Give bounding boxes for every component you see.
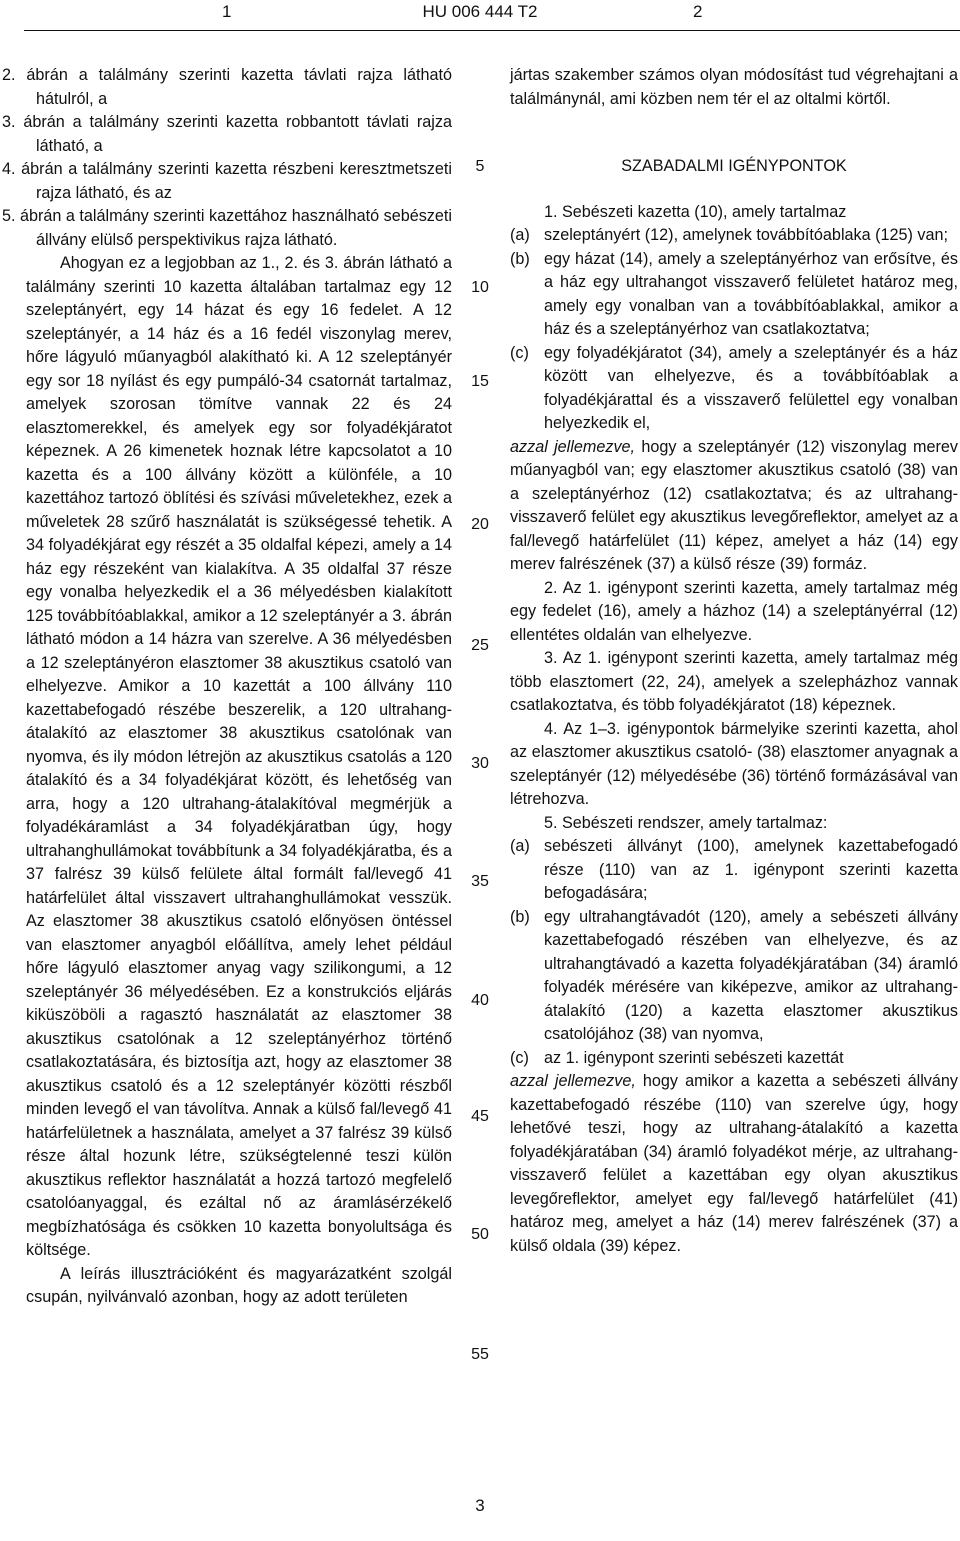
claim-characterizing-part — [510, 436, 958, 577]
description-continuation: jártas szakember számos olyan módosítást tud végrehajtani a találmánynál, ami közben nem tér el az oltalmi körtől. — [510, 66, 958, 108]
line-number: 40 — [471, 992, 489, 1009]
claim-item-label: (b) — [510, 249, 530, 268]
claim-item — [510, 906, 958, 1047]
claim-item-text: az 1. igénypont szerinti sebészeti kazettát — [544, 1048, 844, 1067]
claim-item-text: szeleptányért (12), amelynek továbbítóablaka (125) van; — [544, 226, 949, 244]
figure-description: 5. ábrán a találmány szerinti kazettához használható sebészeti állvány elülső perspektivikus rajza látható. — [2, 207, 452, 249]
claims-heading: SZABADALMI IGÉNYPONTOK — [621, 157, 847, 175]
claim-4: 4. Az 1–3. igénypontok bármelyike szerinti kazetta, ahol az elasztomer akusztikus csatoló- (38) elasztomer anyagnak a szeleptányér (12) mélyedésébe (36) történő formázásával van létrehozva. — [510, 719, 958, 808]
figure-description: 4. ábrán a találmány szerinti kazetta részbeni keresztmetszeti rajza látható, és az — [2, 160, 452, 202]
patent-number: HU 006 444 T2 — [422, 2, 538, 21]
characterizing-text: hogy a szeleptányér (12) viszonylag merev műanyagból van; egy elasztomer akusztikus csatoló (38) van a szeleptányérhoz (12) csatlakoztatva; és az ultrahang-visszaverő felület egy akusztikus levegőreflektor, amelyet az a fal/levegő határfelület (11) képez, amelyet a ház (14) egy merev falrészének (37) a külső része (39) formáz. — [510, 437, 958, 573]
claim-item-label: (a) — [510, 226, 530, 244]
description-paragraph: A leírás illusztrációként és magyarázatként szolgál csupán, nyilvánvaló azonban, hogy az adott területen — [26, 1264, 452, 1306]
claim-item — [510, 1047, 958, 1071]
claim-item-text: egy folyadékjáratot (34), amely a szeleptányér és a ház között van elhelyezve, és a továbbítóablak a folyadékjárattal és a visszaverő felülettel egy vonalban helyezkedik el, — [544, 343, 958, 432]
line-number: 10 — [471, 279, 489, 296]
line-number: 15 — [471, 373, 489, 390]
line-number: 55 — [471, 1346, 489, 1363]
figure-description: 3. ábrán a találmány szerinti kazetta robbantott távlati rajza látható, a — [2, 113, 452, 155]
claim-3: 3. Az 1. igénypont szerinti kazetta, amely tartalmaz még több elasztomert (22, 24), amelyek a szelepházhoz vannak csatlakoztatva, és több folyadékjáratot (18) képeznek. — [510, 649, 958, 714]
line-number: 35 — [471, 873, 489, 890]
claim-item-label: (b) — [510, 907, 530, 926]
claim-item-text: sebészeti állványt (100), amelynek kazettabefogadó része (110) van az 1. igénypont szerinti kazetta befogadására; — [544, 837, 958, 902]
claim-item — [510, 248, 958, 342]
line-number: 50 — [471, 1226, 489, 1243]
description-paragraph: Ahogyan ez a legjobban az 1., 2. és 3. ábrán látható a találmány szerinti 10 kazetta általában tartalmaz egy 12 szeleptányért, egy 14 házat és egy 16 fedelet. A 12 szeleptányér, a 14 ház és a 16 fedél viszonylag merev, hőre lágyuló műanyagból alakítható ki. A 12 szeleptányér egy sor 18 nyílást és egy pumpáló-34 csatornát tartalmaz, amelyek szorosan tömítve vannak 22 és 24 elasztomerekkel, és amelyek egy sor folyadékjáratot képeznek. A 26 kimenetek hoznak létre kapcsolatot a 10 kazetta és a 100 állvány között a különféle, a 10 kazettához tartozó öblítési és szívási műveletekhez, ezek a műveletek 28 szűrő használatát is szükségessé tehetik. A 34 folyadékjárat egy részét a 35 oldalfal képezi, amely a 14 ház egy részeként van kialakítva. A 35 oldalfal 37 része egy vonalba helyezkedik el a 36 mélyedésben kialakított 125 továbbítóablakkal, amikor a 12 szeleptányér a 3. ábrán látható módon a 14 házra van szerelve. A 36 mélyedésben a 12 szeleptányéron elasztomer 38 akusztikus csatoló van elhelyezve. Amikor a 10 kazettát a 100 állvány 110 kazettabefogadó részébe beszerelik, a 120 ultrahang-átalakító az elasztomer 38 akusztikus csatolónak van nyomva, és ily módon létrejön az akusztikus csatolás a 120 átalakító és a 34 folyadékjárat között, és lehetőség van arra, hogy a 120 ultrahang-átalakítóval megmérjük a folyadékáramlást a 34 folyadékjáratban úgy, hogy ultrahanghullámokat továbbítunk a 34 folyadékjáratba, és a 37 falrész 39 külső felülete által formált fal/levegő 41 határfelület által visszavert ultrahanghullámokat vesszük. Az elasztomer 38 akusztikus csatoló előnyösen öntéssel van elasztomer anyagból előállítva, amely lehet például hőre lágyuló elasztomer anyag vagy szilikongumi, a 12 szeleptányér 36 mélyedésében. Ez a konstrukciós eljárás kiküszöböli a ragasztó használatát az elasztomer 38 akusztikus csatolónak a 12 szeleptányérhoz történő csatlakoztatására, és biztosítja azt, hogy az elasztomer 38 akusztikus csatoló és a 12 szeleptányér közötti részből minden levegő el van távolítva. Annak a külső fal/levegő 41 határfelületnek a használata, amelyet a 37 falrész 39 külső része által hozunk létre, szükségtelenné teszi külön akusztikus reflektor használatát a hozzá tartozó megfelelő csatolóanyaggal, és ezáltal nő az áramlásérzékelő megbízhatósága és csökken 10 kazetta bonyolultsága és költsége. — [26, 254, 452, 1259]
line-number: 5 — [475, 158, 485, 175]
header-divider — [24, 30, 960, 31]
claim-item-label: (a) — [510, 837, 530, 855]
page-number: 3 — [475, 1496, 485, 1515]
claim-item — [510, 224, 958, 248]
claim-item — [510, 835, 958, 906]
right-page-number: 2 — [693, 2, 703, 21]
figure-description: 2. ábrán a találmány szerinti kazetta távlati rajza látható hátulról, a — [2, 66, 452, 108]
claim-lead: 1. Sebészeti kazetta (10), amely tartalmaz — [544, 202, 847, 221]
claim-characterizing-part — [510, 1070, 958, 1258]
claim-item-label: (c) — [510, 343, 529, 362]
left-column — [2, 64, 452, 1310]
claim-2: 2. Az 1. igénypont szerinti kazetta, amely tartalmaz még egy fedelet (16), amely a házhoz (14) a szeleptányérral (12) ellentétes oldalán van elhelyezve. — [510, 578, 958, 644]
claim-item-label: (c) — [510, 1048, 529, 1067]
left-page-number: 1 — [222, 2, 232, 21]
line-number: 25 — [471, 637, 489, 654]
claim-item-text: egy ultrahangtávadót (120), amely a sebészeti állvány kazettabefogadó részében van elhelyezve, és az ultrahangtávadó a kazetta folyadékjáratában (34) áramló folyadék mérésére van kiképezve, amikor az ultrahang-átalakító (120) a kazetta elasztomer akusztikus csatolójához (38) van nyomva, — [544, 907, 958, 1043]
right-column — [510, 64, 958, 1258]
characterizing-text: hogy amikor a kazetta a sebészeti állvány kazettabefogadó részébe (110) van szerelve úgy, hogy lehetővé teszi, hogy az ultrahang-átalakító a kazetta folyadékjáratában (34) áramló folyadékot mérje, az ultrahang-visszaverő felület a kazettában egy olyan akusztikus levegőreflektor, amelyet egy fal/levegő határfelület (41) határoz meg, amelyet a ház (14) merev falrészének (37) a külső oldala (39) képez. — [510, 1072, 959, 1255]
line-number: 20 — [471, 516, 489, 533]
claim-lead: 5. Sebészeti rendszer, amely tartalmaz: — [544, 813, 828, 832]
claim-item — [510, 342, 958, 436]
characterizing-phrase: azzal jellemezve, — [510, 1072, 636, 1090]
claim-item-text: egy házat (14), amely a szeleptányérhoz van erősítve, és a ház egy ultrahangot visszaverő felületet határoz meg, amely egy vonalban van a továbbítóablakkal, amikor a ház és a szeleptányérhoz van csatlakoztatva; — [544, 249, 958, 338]
line-number: 30 — [471, 755, 489, 772]
characterizing-phrase: azzal jellemezve, — [510, 437, 636, 456]
line-number: 45 — [471, 1108, 489, 1125]
